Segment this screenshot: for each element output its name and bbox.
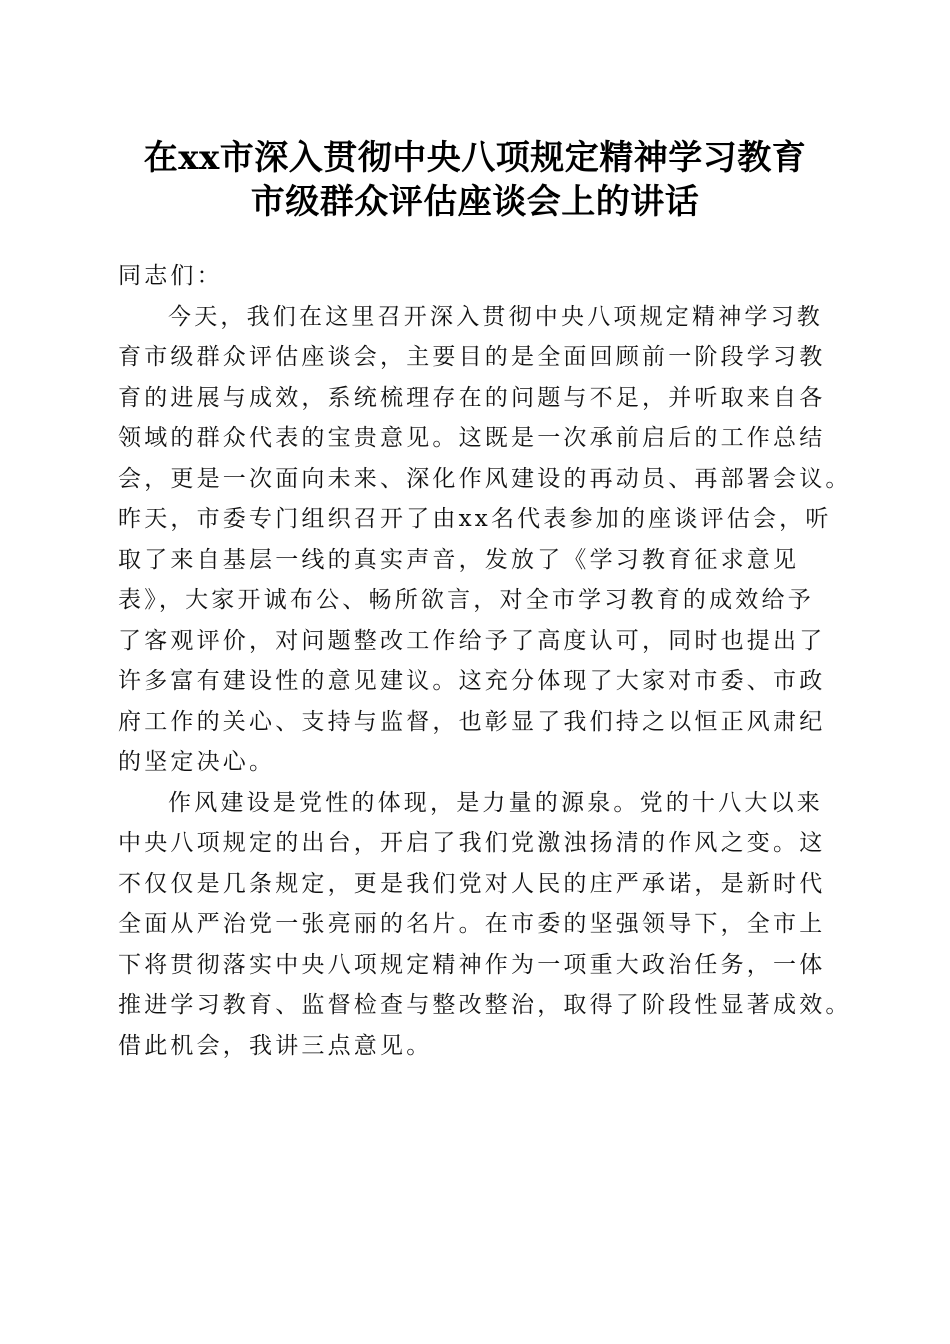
paragraph-line: 下将贯彻落实中央八项规定精神作为一项重大政治任务，一体 xyxy=(118,951,826,978)
paragraph-line: 的坚定决心。 xyxy=(118,749,276,775)
paragraph-line: 育的进展与成效，系统梳理存在的问题与不足，并听取来自各 xyxy=(118,384,826,411)
paragraph-2 xyxy=(118,783,852,1067)
title-line-1: 在xx市深入贯彻中央八项规定精神学习教育 xyxy=(143,138,807,178)
paragraph-1 xyxy=(118,297,852,783)
document-title xyxy=(100,136,850,224)
paragraph-line: 不仅仅是几条规定，更是我们党对人民的庄严承诺，是新时代 xyxy=(118,870,826,897)
paragraph-line: 今天，我们在这里召开深入贯彻中央八项规定精神学习教 xyxy=(168,303,823,330)
paragraph-line: 了客观评价，对问题整改工作给予了高度认可，同时也提出了 xyxy=(118,627,826,654)
paragraph-line: 昨天，市委专门组织召开了由xx名代表参加的座谈评估会，听 xyxy=(118,506,832,532)
paragraph-line: 领域的群众代表的宝贵意见。这既是一次承前启后的工作总结 xyxy=(118,425,826,451)
paragraph-line: 府工作的关心、支持与监督，也彰显了我们持之以恒正风肃纪 xyxy=(118,708,826,735)
title-line-2: 市级群众评估座谈会上的讲话 xyxy=(250,182,700,222)
paragraph-line: 取了来自基层一线的真实声音，发放了《学习教育征求意见 xyxy=(118,546,800,573)
paragraph-line: 表》，大家开诚布公、畅所欲言，对全市学习教育的成效给予 xyxy=(118,587,814,613)
document-body xyxy=(118,256,852,1066)
paragraph-line: 会，更是一次面向未来、深化作风建设的再动员、再部署会议。 xyxy=(118,465,852,492)
greeting: 同志们： xyxy=(118,263,223,289)
paragraph-line: 许多富有建设性的意见建议。这充分体现了大家对市委、市政 xyxy=(118,668,826,694)
paragraph-line: 中央八项规定的出台，开启了我们党激浊扬清的作风之变。这 xyxy=(118,830,826,856)
paragraph-line: 全面从严治党一张亮丽的名片。在市委的坚强领导下，全市上 xyxy=(118,911,826,937)
paragraph-line: 育市级群众评估座谈会，主要目的是全面回顾前一阶段学习教 xyxy=(118,344,826,370)
paragraph-line: 推进学习教育、监督检查与整改整治，取得了阶段性显著成效。 xyxy=(118,992,852,1018)
paragraph-line: 借此机会，我讲三点意见。 xyxy=(118,1032,433,1059)
paragraph-line: 作风建设是党性的体现，是力量的源泉。党的十八大以来 xyxy=(168,789,823,816)
